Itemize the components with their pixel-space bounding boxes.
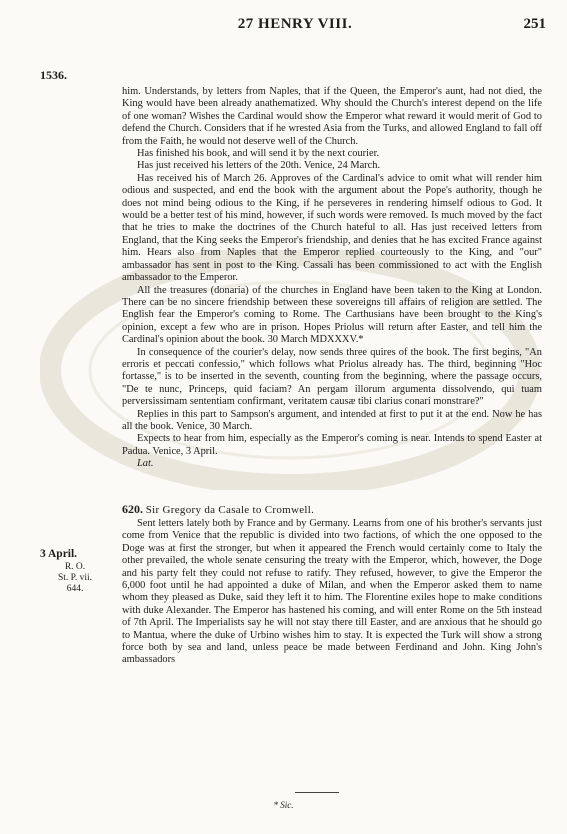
margin-ref-ro: R. O. — [64, 562, 86, 572]
margin-ref-page: 644. — [66, 584, 84, 594]
page-number: 251 — [523, 16, 546, 32]
document-body — [122, 86, 542, 667]
running-header — [40, 14, 550, 36]
entry-title: Sir Gregory da Casale to Cromwell. — [145, 503, 315, 516]
entry-number: 620. — [122, 501, 143, 516]
year-label: 1536. — [40, 68, 67, 82]
language-note: Lat. — [137, 458, 154, 470]
paragraph: Expects to hear from him, especially as the Emperor's coming is near. Intends to spend Easter at Padua. Venice, 3 April. — [122, 433, 542, 457]
paragraph: Replies in this part to Sampson's argument, and intended at first to put it at the end. Now he has all the book. Venice, 30 March. — [122, 408, 542, 432]
entry-heading — [122, 503, 542, 516]
paragraph: him. Understands, by letters from Naples, that if the Queen, the Emperor's aunt, had not died, the King would have been already anathematized. Why should the Church's interest depend on the life of one woman? Wishes the Cardinal would show the Emperor what reward it would merit of God to defend the Church. Considers that if he wrested Asia from the Turks, and allowed England to fall off from the Faith, he would not deserve well of the Church. — [122, 86, 542, 147]
running-title: 27 HENRY VIII. — [237, 16, 353, 32]
footnote: * Sic. — [273, 800, 294, 810]
entry-text: Sent letters lately both by France and by Germany. Learns from one of his brother's servants just come from Venice that the republic is divided into two factions, of which the one opposed to the Doge was at first the stronger, but when it appeared the French would certainly come to Italy the other prevailed, the whole senate censuring the treaty with the Emperor, which, however, the Doge and his party felt they could not refuse to ratify. They refused, however, to give the Emperor the 6,000 foot until he had appointed a duke of Milan, and when the Emperor asked them to name whom they pleased as Duke, said they left it to him. The Florentine exiles hope to make conditions with duke Alexander. The Emperor has hastened his coming, and will enter Rome on the 5th instead of 7th April. The Imperialists say he will not stay there till Easter, and are anxious that he should go to Mantua, where the duke of Urbino wishes him to stay. It is expected the Turk will show a strong force both by sea and land, unless peace be made between Ferdinand and John. King John's ambassadors — [122, 518, 542, 666]
paragraph: In consequence of the courier's delay, now sends three quires of the book. The first begins, "An erroris et peccati confessio," which follows what Priolus already has. The third, beginning "Hoc fortasse," is to be inserted in the seventh, counting from the beginning, where the passage occurs, "De te nunc, Princeps, quid faciam? An pergam illorum argumenta dissolvendo, qui tuam perversissimam sententiam confirmant, veritatem causæ tibi clarius conari monstrare?" — [122, 346, 542, 408]
paragraph: Has just received his letters of the 20th. Venice, 24 March. — [137, 160, 381, 172]
paragraph: All the treasures (donaria) of the churches in England have been taken to the King at London. There can be no sincere friendship between these sovereigns till affairs of religion are settled. The English fear the Emperor's coming to Rome. The Carthusians have been brought to the King's opinion, except a few who are in prison. Hopes Priolus will return after Easter, and tell him the Cardinal's opinion about the book. 30 March MDXXXV.* — [122, 284, 542, 346]
paragraph: Has received his of March 26. Approves of the Cardinal's advice to omit what will render him odious and suspected, and end the book with the argument about the Pope's authority, though he does not mind being odious to the King, if he perseveres in rendering himself odious to God. It would be a better test of his mind, however, if such words were removed. Is much moved by the fact that he tries to make the doctrines of the Church hateful to all. Has just received letters from England, that the King seeks the Emperor's friendship, and denies that he has excited France against him. Hears also from Naples that the Emperor replied courteously to the King, and "our" ambassador has sent in post to the King. Cassali has been commissioned to act with the English ambassador to the Emperor. — [122, 172, 542, 284]
footnote-rule — [295, 792, 339, 793]
paragraph: Has finished his book, and will send it by the next courier. — [137, 148, 380, 160]
entry-date: 3 April. — [40, 548, 78, 560]
margin-ref-stp: St. P. vii. — [57, 573, 93, 583]
